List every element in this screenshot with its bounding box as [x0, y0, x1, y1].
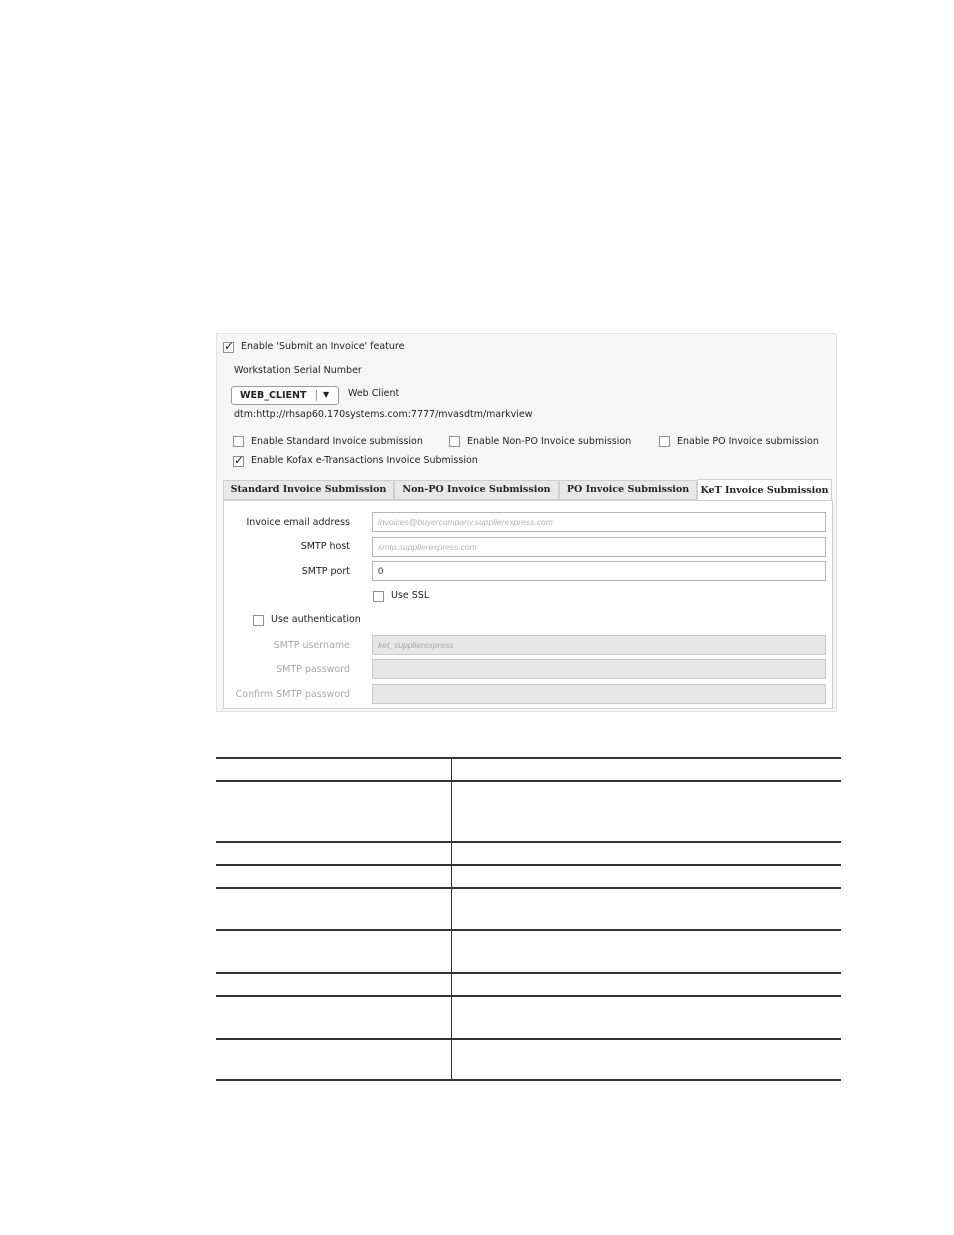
workstation-serial-label: Workstation Serial Number: [234, 365, 362, 376]
smtp-username-field[interactable]: [372, 635, 826, 655]
table-rule: [216, 1038, 841, 1040]
enable-po-invoice-checkbox[interactable]: [659, 436, 670, 447]
submission-tabs: [223, 480, 833, 500]
tab-po-invoice[interactable]: PO Invoice Submission: [559, 480, 697, 500]
invoice-email-label: Invoice email address: [246, 517, 350, 528]
table-rule: [216, 864, 841, 866]
enable-non-po-invoice-label: Enable Non-PO Invoice submission: [467, 436, 632, 447]
enable-standard-invoice-label: Enable Standard Invoice submission: [251, 436, 423, 447]
table-rule: [216, 972, 841, 974]
check-icon: ✓: [224, 339, 235, 353]
enable-kofax-invoice-checkbox[interactable]: [233, 453, 245, 467]
table-rule: [216, 841, 841, 843]
tab-ket-invoice[interactable]: KeT Invoice Submission: [697, 479, 832, 501]
ket-invoice-form: [223, 500, 833, 709]
smtp-port-field[interactable]: [372, 561, 826, 581]
smtp-host-label: SMTP host: [300, 541, 350, 552]
enable-po-invoice-label: Enable PO Invoice submission: [677, 436, 819, 447]
smtp-username-label: SMTP username: [273, 640, 350, 651]
smtp-password-field[interactable]: [372, 659, 826, 679]
table-rule: [216, 780, 841, 782]
use-ssl-checkbox[interactable]: [373, 591, 384, 602]
workstation-serial-select[interactable]: [231, 386, 339, 405]
dropdown-divider: [316, 390, 317, 401]
settings-panel: [216, 333, 837, 712]
table-rule: [216, 1079, 841, 1081]
tab-non-po-invoice[interactable]: Non-PO Invoice Submission: [394, 480, 559, 500]
use-authentication-label: Use authentication: [271, 614, 361, 625]
enable-non-po-invoice-checkbox[interactable]: [449, 436, 460, 447]
table-column-divider: [451, 757, 452, 1081]
smtp-port-label: SMTP port: [301, 566, 350, 577]
workstation-serial-description: Web Client: [348, 388, 400, 399]
confirm-smtp-password-label: Confirm SMTP password: [235, 689, 350, 700]
table-rule: [216, 757, 841, 759]
use-ssl-label: Use SSL: [391, 590, 430, 601]
tab-standard-invoice[interactable]: Standard Invoice Submission: [223, 480, 394, 500]
smtp-host-field[interactable]: [372, 537, 826, 557]
use-authentication-checkbox[interactable]: [253, 615, 264, 626]
enable-kofax-invoice-label: Enable Kofax e-Transactions Invoice Submission: [251, 455, 478, 466]
table-rule: [216, 929, 841, 931]
workstation-serial-value: WEB_CLIENT: [240, 390, 307, 401]
table-rule: [216, 995, 841, 997]
enable-standard-invoice-checkbox[interactable]: [233, 436, 244, 447]
chevron-down-icon[interactable]: ▼: [323, 390, 330, 399]
dtm-url: dtm:http://rhsap60.170systems.com:7777/mvasdtm/markview: [234, 409, 533, 420]
enable-submit-invoice-label: Enable 'Submit an Invoice' feature: [241, 341, 405, 352]
confirm-smtp-password-field[interactable]: [372, 684, 826, 704]
invoice-email-field[interactable]: [372, 512, 826, 532]
check-icon: ✓: [234, 453, 245, 467]
enable-submit-invoice-checkbox[interactable]: [223, 339, 235, 353]
smtp-password-label: SMTP password: [276, 664, 350, 675]
table-rule: [216, 887, 841, 889]
